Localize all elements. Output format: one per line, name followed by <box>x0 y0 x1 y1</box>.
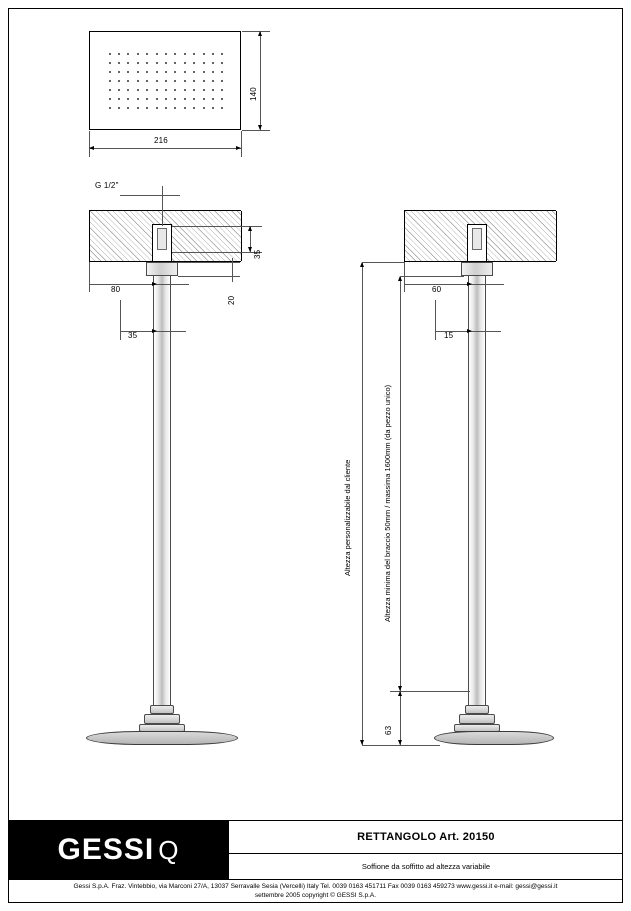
dim-ext-right-216 <box>241 131 242 157</box>
dim-arrow-left-216 <box>89 146 94 150</box>
dim-arrow-up-140 <box>258 31 262 36</box>
footer-divider <box>8 879 623 880</box>
pipe-collar-right <box>461 262 493 276</box>
shower-head-plate-right <box>434 731 554 745</box>
dim-arrow-up-63 <box>398 691 402 696</box>
dim-ext-63-top <box>390 691 470 692</box>
dim-value-80: 80 <box>111 285 121 294</box>
thread-label: G 1/2" <box>95 181 119 190</box>
dim-ext-arm-range-top <box>400 276 464 277</box>
dim-line-80 <box>89 284 189 285</box>
dim-line-140 <box>260 31 261 130</box>
brand-name: GESSI <box>57 833 155 866</box>
dim-line-20 <box>232 258 233 282</box>
dim-value-63: 63 <box>384 725 393 735</box>
dim-arrow-15 <box>467 329 472 333</box>
dim-line-216 <box>89 148 241 149</box>
brand-logo <box>8 821 228 879</box>
head-connector-left <box>150 705 174 714</box>
dim-arrow-up-35a <box>248 226 252 231</box>
sheet-border <box>8 8 623 903</box>
dim-arrow-down-140 <box>258 125 262 130</box>
footer-contact <box>8 882 623 900</box>
footer-line-1: Gessi S.p.A. Fraz. Vintebbio, via Marconi 27/A, 13037 Serravalle Sesia (Vercelli) Italy Tel. 0039 0163 451711 Fax 0039 0163 459273 www.gessi.it e-mail: gessi@gessi.it <box>73 883 558 890</box>
dim-ext-15-left <box>435 300 436 340</box>
ceiling-fitting-inner-left <box>157 228 167 250</box>
dim-value-35b: 35 <box>128 331 138 340</box>
thread-leader-hline <box>120 195 180 196</box>
dim-value-15: 15 <box>444 331 454 340</box>
title-block <box>8 820 623 903</box>
dim-line-arm-range <box>400 276 401 691</box>
dim-arrow-down-arm-range <box>398 686 402 691</box>
title-text-area <box>228 821 623 879</box>
dim-ext-customizable-top <box>362 262 404 263</box>
dim-value-60: 60 <box>432 285 442 294</box>
product-title: RETTANGOLO Art. 20150 <box>229 821 623 854</box>
dim-ext-top-140 <box>242 31 270 32</box>
product-subtitle: Soffione da soffitto ad altezza variabile <box>361 862 491 871</box>
dim-ext-60-left <box>404 262 405 292</box>
dim-value-20: 20 <box>227 295 236 305</box>
brand-mark-icon: Q <box>158 834 179 865</box>
dim-value-35a: 35 <box>253 249 262 259</box>
dim-value-140: 140 <box>249 87 258 101</box>
dim-arrow-35b <box>152 329 157 333</box>
dim-arrow-60 <box>467 282 472 286</box>
dim-line-60 <box>404 284 504 285</box>
head-connector-right <box>465 705 489 714</box>
shower-head-plate-left <box>86 731 238 745</box>
dim-arrow-right-216 <box>236 146 241 150</box>
dim-value-216: 216 <box>154 136 168 145</box>
note-arm-range: Altezza minima del braccio 50mm / massima 1600mm (da pezzo unico) <box>383 384 392 622</box>
dim-ext-bot-140 <box>242 130 270 131</box>
dim-line-customizable <box>362 262 363 745</box>
dim-ext-left-216 <box>89 131 90 157</box>
note-customizable-height: Altezza personalizzabile dal cliente <box>343 459 352 576</box>
dim-ext-35-bot <box>172 252 262 253</box>
dim-arrow-down-35a <box>248 247 252 252</box>
dim-line-63 <box>400 691 401 745</box>
dim-ext-35b-left <box>120 300 121 340</box>
pipe-collar-left <box>146 262 178 276</box>
head-cone-left <box>144 714 180 724</box>
footer-line-2: settembre 2005 copyright © GESSI S.p.A. <box>254 892 377 899</box>
dim-ext-customizable-bot <box>362 745 440 746</box>
head-cone-right <box>459 714 495 724</box>
shower-arm-pipe-left <box>153 276 171 705</box>
dim-ext-20-bot <box>178 276 240 277</box>
shower-arm-pipe-right <box>468 276 486 705</box>
dim-arrow-80 <box>152 282 157 286</box>
dim-ext-80-left <box>89 262 90 292</box>
nozzle-grid <box>105 50 227 112</box>
thread-leader-vline <box>162 186 163 226</box>
ceiling-fitting-inner-right <box>472 228 482 250</box>
dim-ext-20-top <box>178 262 240 263</box>
